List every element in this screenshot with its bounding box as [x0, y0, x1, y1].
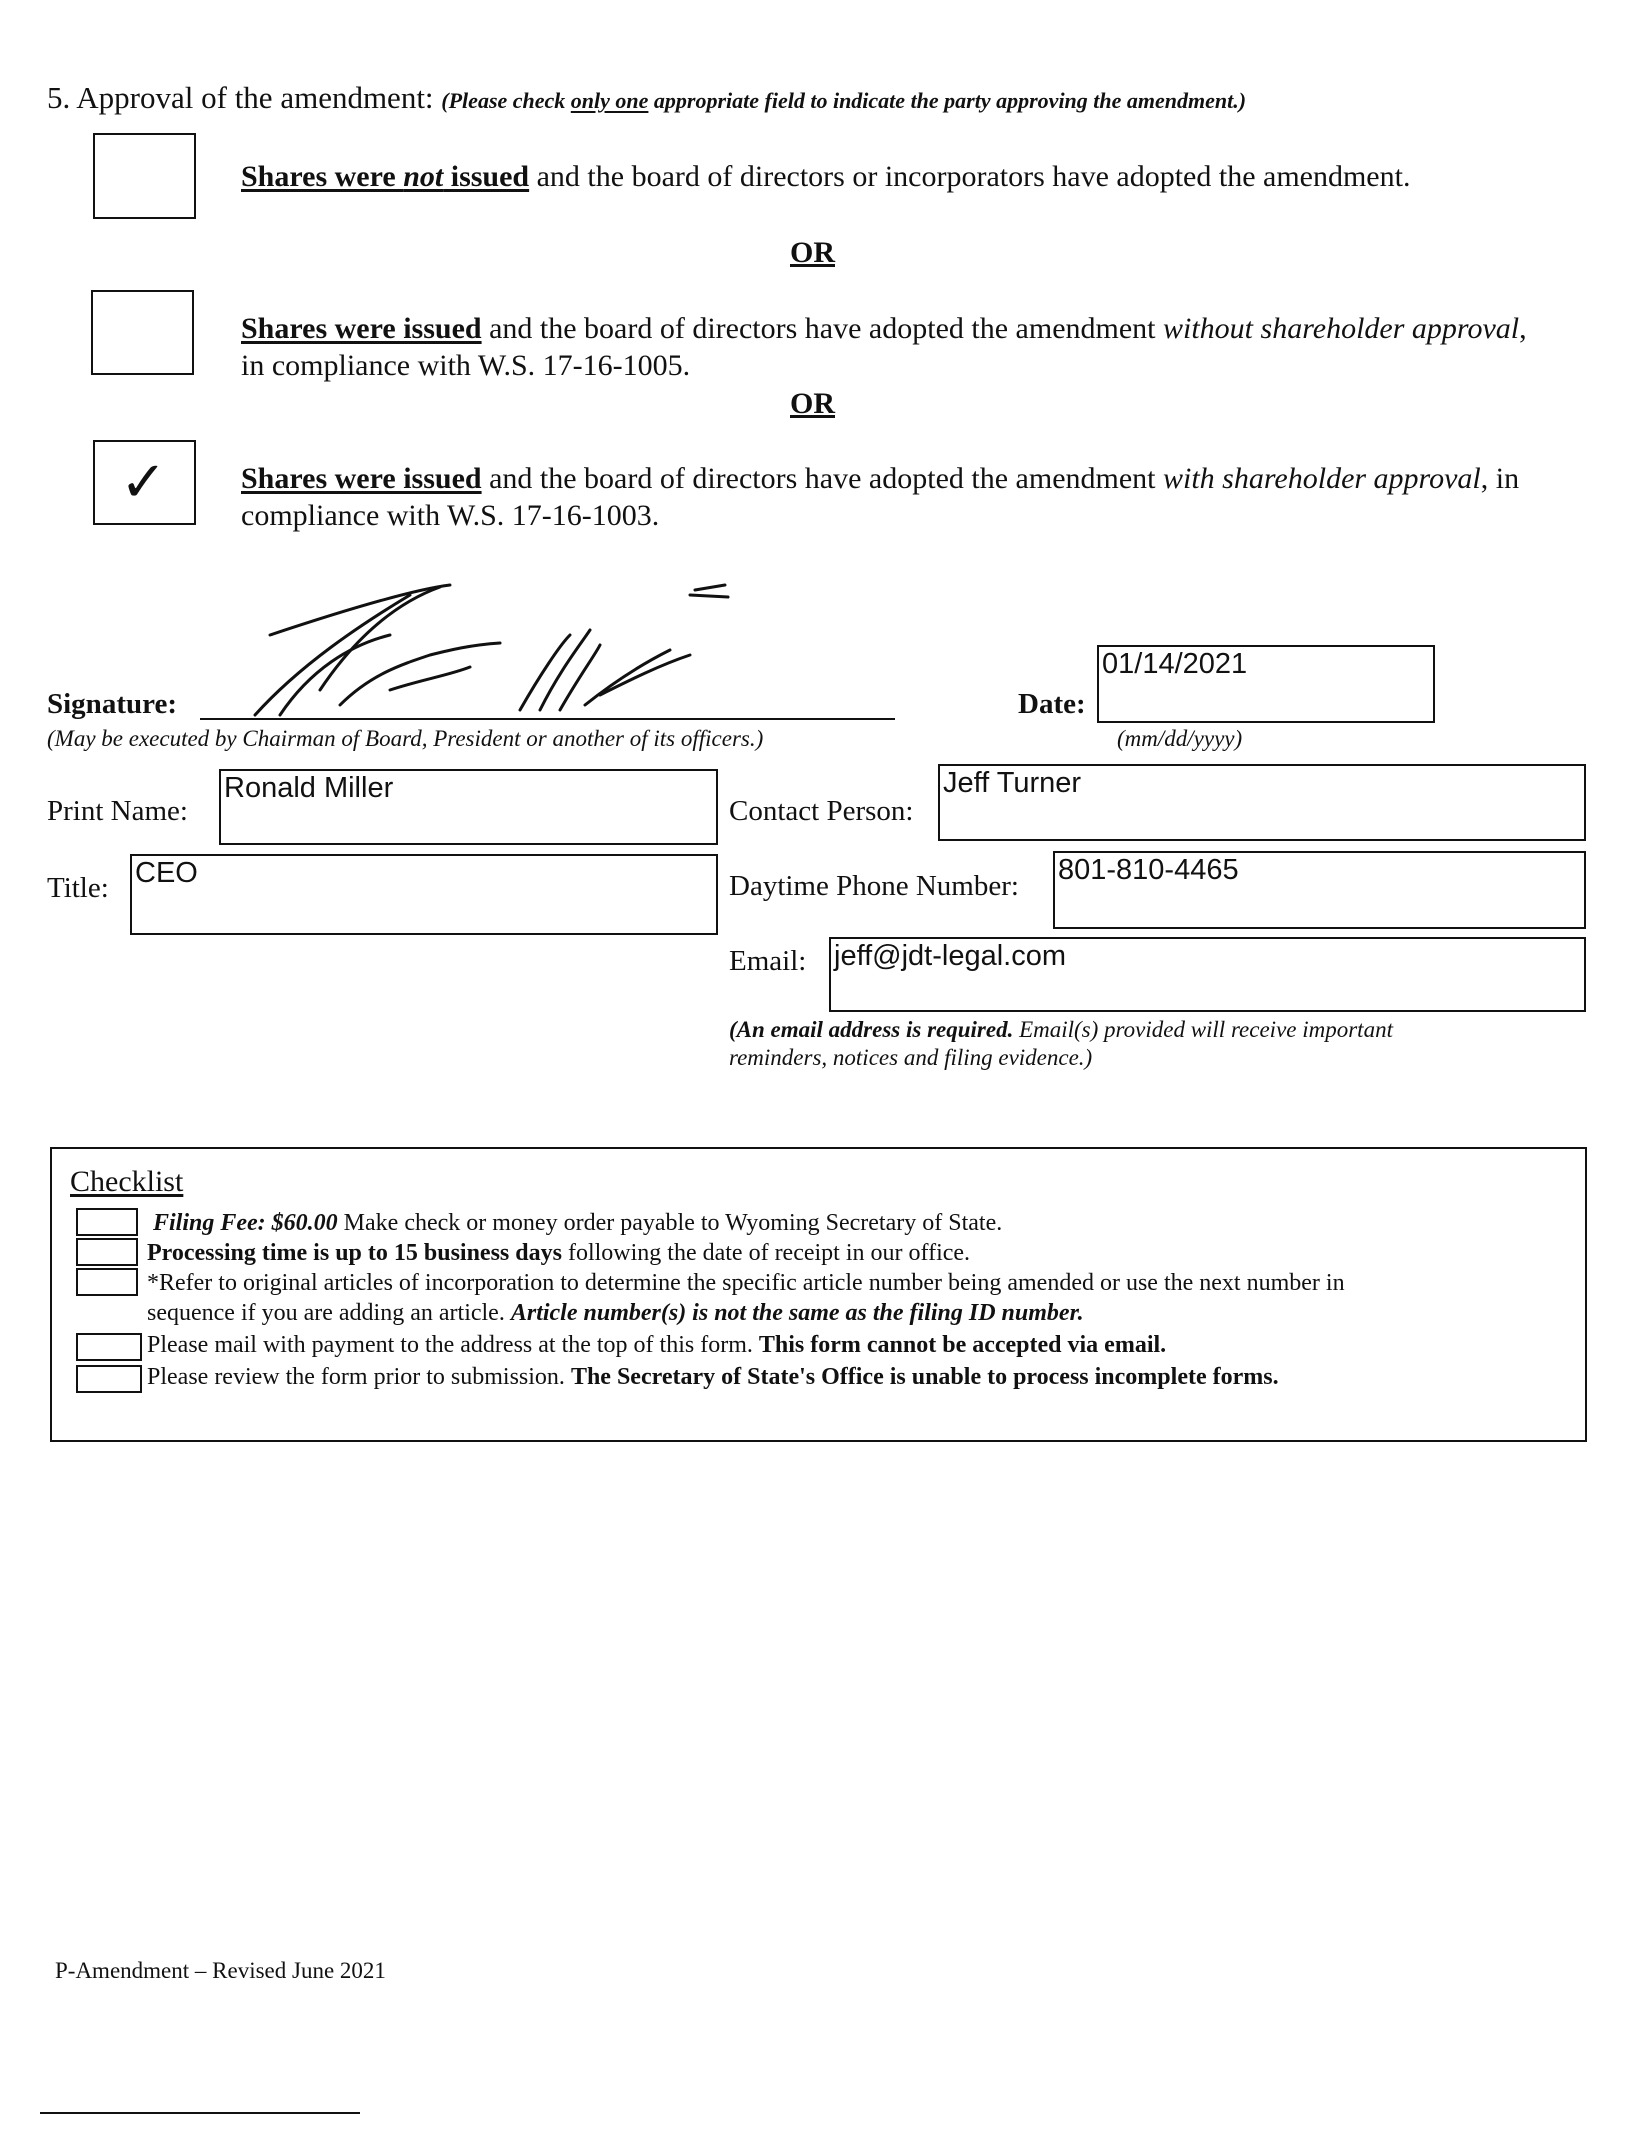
footnote-rule [40, 2112, 360, 2114]
email-field[interactable]: jeff@jdt-legal.com [829, 937, 1586, 1012]
checklist-box-3[interactable] [76, 1268, 138, 1296]
instruction-emphasis: only one [570, 88, 649, 113]
approval-checkbox-3[interactable] [93, 440, 196, 525]
approval-checkbox-1[interactable] [93, 133, 196, 219]
instruction-part-c: appropriate field to indicate the party approving the amendment.) [648, 88, 1247, 113]
option-1-rest: and the board of directors or incorporators have adopted the amendment. [529, 160, 1411, 193]
option-3-rest: and the board of directors have adopted the amendment [481, 462, 1163, 495]
date-format-hint: (mm/dd/yyyy) [1117, 726, 1243, 751]
or-separator-1: OR [790, 236, 835, 269]
date-field[interactable]: 01/14/2021 [1097, 645, 1435, 723]
contact-person-label: Contact Person: [729, 795, 914, 827]
checklist-box-2[interactable] [76, 1238, 138, 1266]
handwritten-signature [240, 575, 760, 725]
option-2-rest: and the board of directors have adopted the amendment [481, 312, 1163, 345]
checklist-item-5: Please review the form prior to submission. The Secretary of State's Office is unable to process incomplete forms. [147, 1364, 1279, 1390]
print-name-label: Print Name: [47, 795, 188, 827]
option-3-italic: with shareholder approval [1163, 462, 1481, 495]
check-mark-icon: ✓ [120, 450, 167, 515]
email-label: Email: [729, 945, 807, 977]
email-note [729, 1016, 1393, 1072]
print-name-field[interactable]: Ronald Miller [219, 769, 718, 845]
checklist-box-4[interactable] [76, 1333, 142, 1361]
signature-note: (May be executed by Chairman of Board, President or another of its officers.) [47, 726, 764, 751]
option-2-italic: without shareholder approval [1163, 312, 1520, 345]
checklist-title: Checklist [70, 1165, 184, 1198]
approval-option-3-text [241, 460, 1531, 534]
option-1-bold: Shares were not issued [241, 160, 530, 193]
section-heading [47, 80, 1246, 116]
section-instruction [441, 88, 1246, 113]
checklist-item-3-line-2: sequence if you are adding an article. Article number(s) is not the same as the filing ID number. [147, 1300, 1084, 1326]
checklist-item-4: Please mail with payment to the address at the top of this form. This form cannot be accepted via email. [147, 1332, 1167, 1358]
option-2-bold: Shares were issued [241, 312, 482, 345]
contact-person-field[interactable]: Jeff Turner [938, 764, 1586, 841]
or-separator-2: OR [790, 387, 835, 420]
approval-option-2-text [241, 310, 1531, 384]
checklist-item-3-line-1: *Refer to original articles of incorporation to determine the specific article number being amended or use the next number in [147, 1270, 1345, 1296]
instruction-part-a: (Please check [441, 88, 571, 113]
checklist-box-5[interactable] [76, 1365, 142, 1393]
checklist-item-1: Filing Fee: $60.00 Make check or money order payable to Wyoming Secretary of State. [153, 1210, 1003, 1236]
signature-label: Signature: [47, 688, 177, 720]
email-note-line-2: reminders, notices and filing evidence.) [729, 1045, 1093, 1070]
checklist-item-2: Processing time is up to 15 business days following the date of receipt in our office. [147, 1240, 971, 1266]
revision-note: P-Amendment – Revised June 2021 [55, 1958, 386, 1983]
title-label: Title: [47, 872, 109, 904]
option-3-tail: , in compliance with W.S. 17-16-1003. [241, 462, 1520, 532]
approval-option-1-text [241, 158, 1541, 195]
checklist-box-1[interactable] [76, 1208, 138, 1236]
email-note-line-1: (An email address is required. Email(s) provided will receive important [729, 1017, 1393, 1042]
daytime-phone-label: Daytime Phone Number: [729, 870, 1019, 902]
section-heading-text: 5. Approval of the amendment: [47, 80, 434, 115]
option-3-bold: Shares were issued [241, 462, 482, 495]
approval-checkbox-2[interactable] [91, 290, 194, 375]
option-2-tail: , in compliance with W.S. 17-16-1005. [241, 312, 1527, 382]
title-field[interactable]: CEO [130, 854, 718, 935]
date-label: Date: [1018, 688, 1086, 720]
daytime-phone-field[interactable]: 801-810-4465 [1053, 851, 1586, 929]
